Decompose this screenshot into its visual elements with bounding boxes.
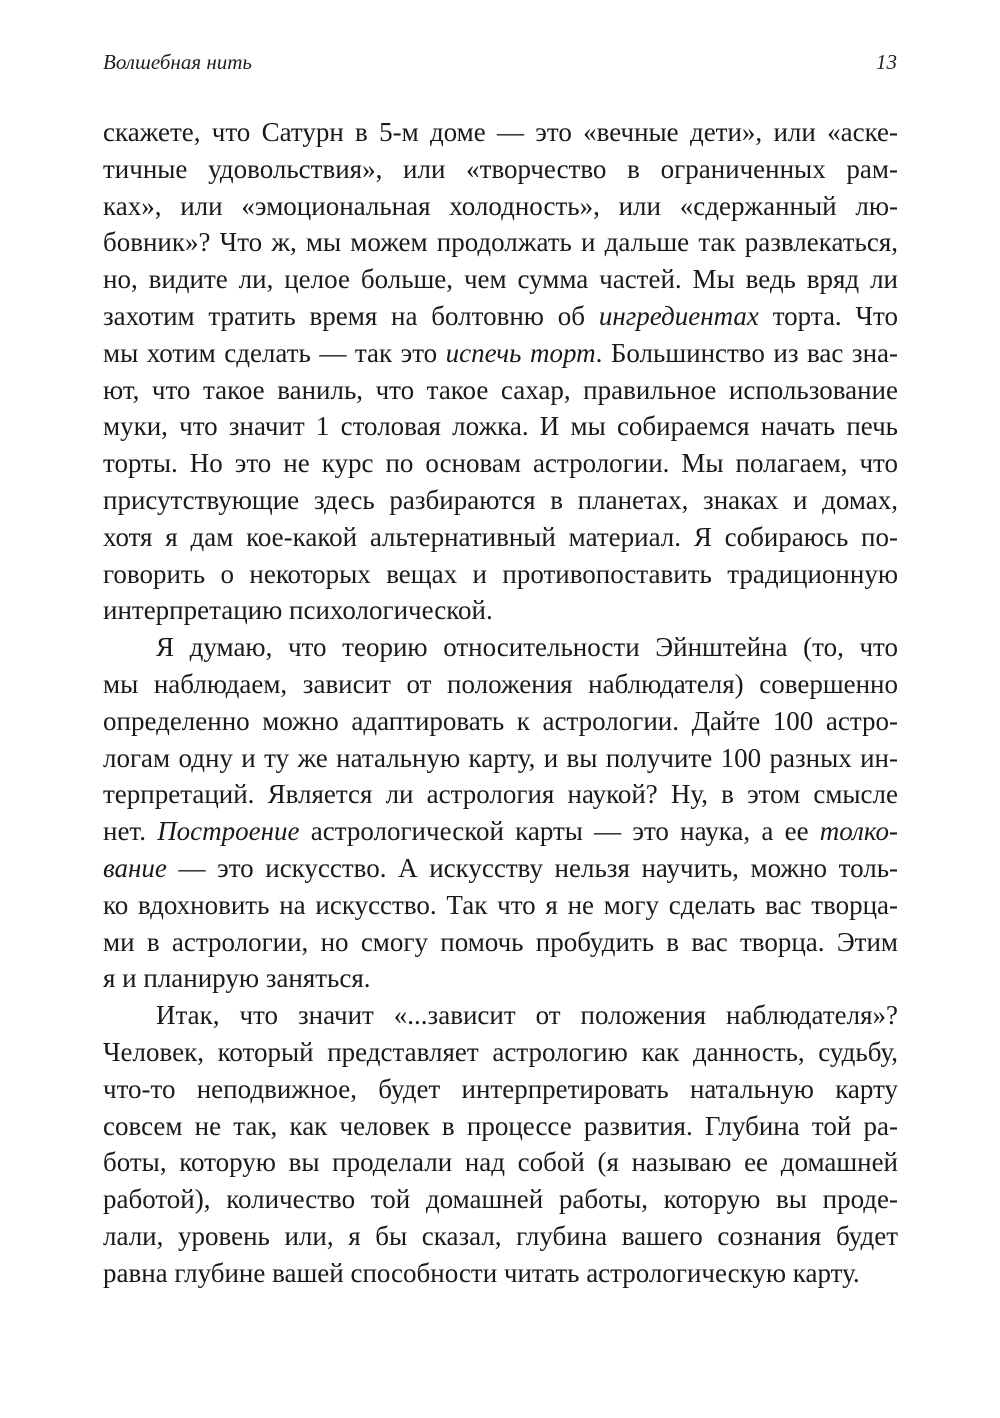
text-run: определенно можно адаптировать к астрологии. Дайте 100 астро- <box>103 705 898 736</box>
text-run: говорить о некоторых вещах и противопоставить традиционную <box>103 558 898 589</box>
text-run: торта. Что <box>758 300 898 331</box>
text-run: терпретаций. Является ли астрология наукой? Ну, в этом смысле <box>103 779 898 810</box>
text-line <box>103 703 898 740</box>
text-line <box>103 408 898 445</box>
italic-text: вание <box>103 852 167 883</box>
text-run: лали, уровень или, я бы сказал, глубина вашего сознания будет <box>103 1220 898 1251</box>
text-line <box>103 1108 898 1145</box>
text-run: нет. <box>103 816 158 847</box>
text-line <box>103 776 898 813</box>
text-line <box>103 151 898 188</box>
text-run: торты. Но это не курс по основам астрологии. Мы полагаем, что <box>103 448 898 479</box>
text-run: работой), количество той домашней работы, которую вы проде- <box>103 1184 898 1215</box>
text-line <box>103 1071 898 1108</box>
text-line <box>103 298 898 335</box>
text-line <box>103 188 898 225</box>
text-run: захотим тратить время на болтовню об <box>103 300 599 331</box>
text-run: интерпретацию психологической. <box>103 595 493 626</box>
text-run: равна глубине вашей способности читать астрологическую карту. <box>103 1257 860 1288</box>
text-run: хотя я дам кое-какой альтернативный материал. Я собираюсь по- <box>103 521 898 552</box>
text-run: что-то неподвижное, будет интерпретировать натальную карту <box>103 1073 898 1104</box>
italic-text: толко- <box>819 816 898 847</box>
text-line <box>103 224 898 261</box>
text-line <box>103 1181 898 1218</box>
text-run: . Большинство из вас зна- <box>595 337 899 368</box>
text-line <box>103 629 898 666</box>
text-run: Человек, который представляет астрологию как данность, судьбу, <box>103 1036 898 1067</box>
text-run: бовник»? Что ж, мы можем продолжать и дальше так развлекаться, <box>103 227 898 258</box>
text-line <box>103 960 898 997</box>
text-run: боты, которую вы проделали над собой (я называю ее домашней <box>103 1147 898 1178</box>
page-number: 13 <box>876 50 897 74</box>
italic-text: ингредиентах <box>598 300 759 331</box>
text-run: логам одну и ту же натальную карту, и вы получите 100 разных ин- <box>103 742 898 773</box>
text-line <box>103 1218 898 1255</box>
text-line <box>103 887 898 924</box>
text-run: — это искусство. А искусству нельзя научить, можно толь- <box>166 852 898 883</box>
text-run: муки, что значит 1 столовая ложка. И мы собираемся начать печь <box>103 411 898 442</box>
text-line <box>103 1144 898 1181</box>
text-line <box>103 997 898 1034</box>
running-head <box>103 50 897 75</box>
text-run: я и планирую заняться. <box>103 963 371 994</box>
text-run: ми в астрологии, но смогу помочь пробудить в вас творца. Этим <box>103 926 898 957</box>
text-run: Итак, что значит «...зависит от положения наблюдателя»? <box>156 1000 898 1031</box>
text-line <box>103 114 898 151</box>
text-line <box>103 335 898 372</box>
text-line <box>103 261 898 298</box>
italic-text: испечь торт <box>445 337 596 368</box>
text-run: но, видите ли, целое больше, чем сумма частей. Мы ведь вряд ли <box>103 264 898 295</box>
text-run: совсем не так, как человек в процессе развития. Глубина той ра- <box>103 1110 898 1141</box>
italic-text: Построение <box>157 816 300 847</box>
text-line <box>103 740 898 777</box>
text-run: мы наблюдаем, зависит от положения наблюдателя) совершенно <box>103 668 898 699</box>
text-run: ют, что такое ваниль, что такое сахар, правильное использование <box>103 374 898 405</box>
text-line <box>103 666 898 703</box>
text-line <box>103 1255 898 1292</box>
text-run: мы хотим сделать — так это <box>103 337 446 368</box>
text-line <box>103 924 898 961</box>
text-run: ко вдохновить на искусство. Так что я не могу сделать вас творца- <box>103 889 898 920</box>
text-line <box>103 1034 898 1071</box>
text-run: астрологической карты — это наука, а ее <box>299 816 820 847</box>
text-run: тичные удовольствия», или «творчество в ограниченных рам- <box>103 153 898 184</box>
text-line <box>103 592 898 629</box>
text-run: скажете, что Сатурн в 5-м доме — это «вечные дети», или «аске- <box>103 117 898 147</box>
running-head-title: Волшебная нить <box>103 50 252 74</box>
text-line <box>103 850 898 887</box>
text-line <box>103 482 898 519</box>
text-line <box>103 556 898 593</box>
text-run: ках», или «эмоциональная холодность», или «сдержанный лю- <box>103 190 898 221</box>
text-line <box>103 519 898 556</box>
text-run: присутствующие здесь разбираются в планетах, знаках и домах, <box>103 484 898 515</box>
text-line <box>103 372 898 409</box>
text-line <box>103 445 898 482</box>
text-run: Я думаю, что теорию относительности Эйнштейна (то, что <box>156 632 898 663</box>
body-text <box>103 114 898 1292</box>
text-line <box>103 813 898 850</box>
